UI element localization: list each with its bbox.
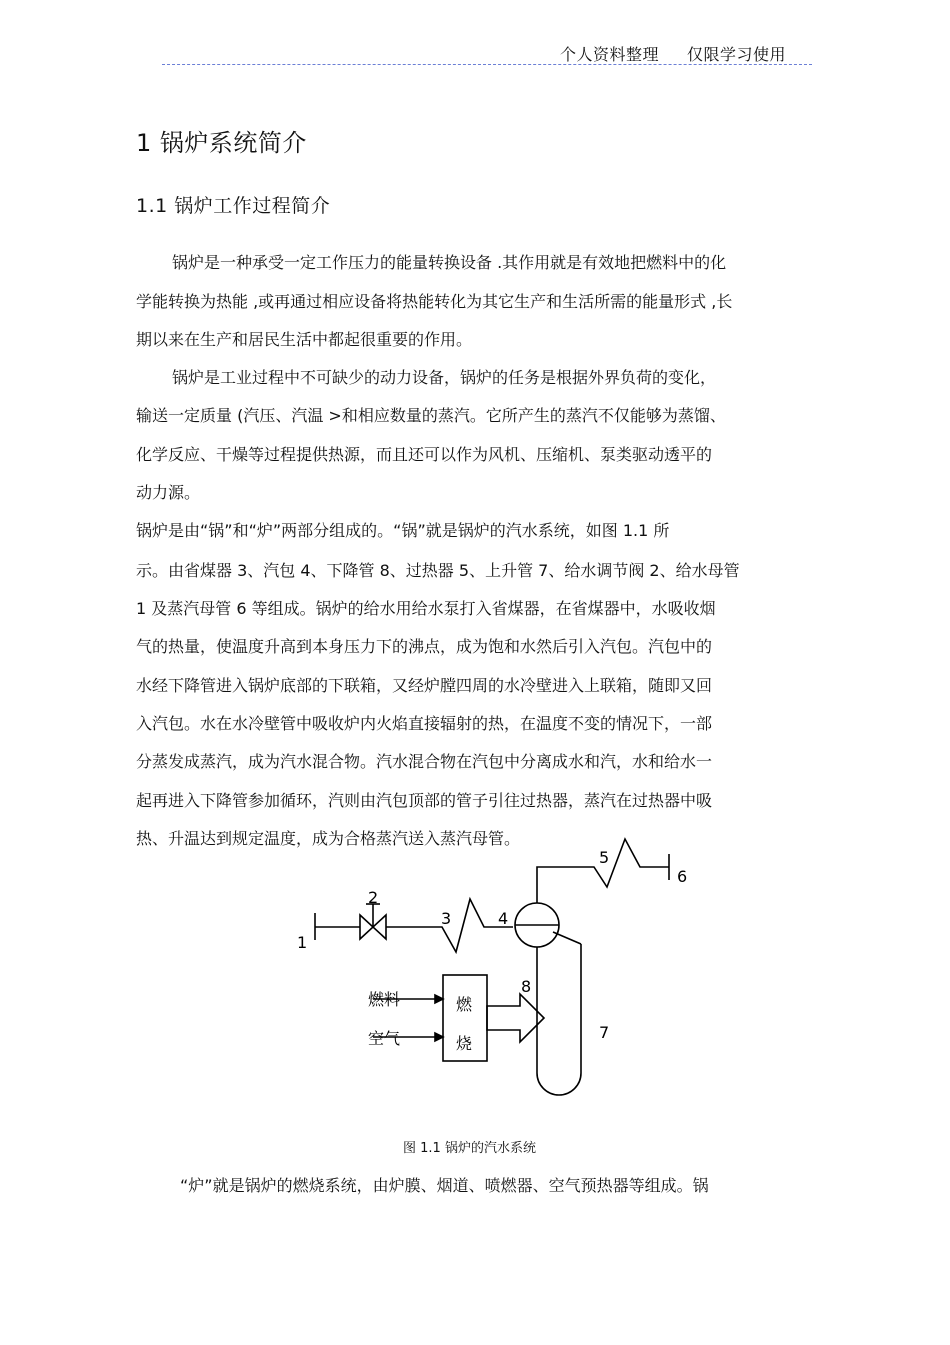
section-heading: 1 锅炉系统简介	[136, 129, 307, 157]
label-2: 2	[368, 888, 379, 907]
body-line: 入汽包。水在水冷壁管中吸收炉内火焰直接辐射的热，在温度不变的情况下，一部	[136, 714, 713, 733]
body-line: 期以来在生产和居民生活中都起很重要的作用。	[136, 330, 473, 349]
label-8: 8	[521, 977, 532, 996]
label-1: 1	[297, 933, 308, 952]
body-line: 气的热量，使温度升高到本身压力下的沸点，成为饱和水然后引入汽包。汽包中的	[136, 637, 713, 656]
body-line: 热、升温达到规定温度，成为合格蒸汽送入蒸汽母管。	[136, 829, 521, 848]
body-line: 起再进入下降管参加循环，汽则由汽包顶部的管子引往过热器，蒸汽在过热器中吸	[136, 791, 713, 810]
heat-flow-arrow	[487, 994, 544, 1042]
header-right-text: 仅限学习使用	[687, 45, 787, 64]
body-line: 锅炉是一种承受一定工作压力的能量转换设备 .其作用就是有效地把燃料中的化	[172, 253, 727, 272]
air-label: 空气	[368, 1029, 401, 1048]
body-line: 示。由省煤器 3、汽包 4、下降管 8、过热器 5、上升管 7、给水调节阀 2、给水母管	[136, 561, 740, 580]
body-line: 锅炉是由“锅”和“炉”两部分组成的。“锅”就是锅炉的汽水系统，如图 1.1 所	[136, 521, 670, 540]
label-3: 3	[441, 909, 452, 928]
label-7: 7	[599, 1023, 610, 1042]
label-4: 4	[498, 909, 509, 928]
body-line: 分蒸发成蒸汽，成为汽水混合物。汽水混合物在汽包中分离成水和汽，水和给水一	[136, 752, 713, 771]
body-line: 动力源。	[136, 483, 201, 502]
combustion-label-bottom: 烧	[456, 1034, 473, 1053]
subsection-heading: 1.1 锅炉工作过程简介	[136, 195, 331, 217]
body-line: 1 及蒸汽母管 6 等组成。锅炉的给水用给水泵打入省煤器，在省煤器中，水吸收烟	[136, 599, 716, 618]
bottom-header-bend	[537, 1073, 581, 1095]
figure-caption: 图 1.1 锅炉的汽水系统	[403, 1141, 536, 1156]
label-6: 6	[677, 867, 688, 886]
body-line: 锅炉是工业过程中不可缺少的动力设备，锅炉的任务是根据外界负荷的变化，	[172, 368, 717, 387]
fuel-label: 燃料	[368, 990, 401, 1009]
body-line: 水经下降管进入锅炉底部的下联箱，又经炉膛四周的水冷壁进入上联箱，随即又回	[136, 676, 713, 695]
fuel-arrowhead	[435, 995, 443, 1003]
label-5: 5	[599, 848, 610, 867]
riser-connection	[553, 932, 581, 944]
body-line-last: “炉”就是锅炉的燃烧系统，由炉膜、烟道、喷燃器、空气预热器等组成。锅	[180, 1176, 709, 1195]
air-arrowhead	[435, 1033, 443, 1041]
body-line: 学能转换为热能 ,或再通过相应设备将热能转化为其它生产和生活所需的能量形式 ,长	[136, 292, 733, 311]
header-left-text: 个人资料整理	[560, 45, 660, 64]
body-line: 化学反应、干燥等过程提供热源，而且还可以作为风机、压缩机、泵类驱动透平的	[136, 445, 713, 464]
combustion-label-top: 燃	[456, 995, 473, 1014]
body-line: 输送一定质量 (汽压、汽温 >和相应数量的蒸汽。它所产生的蒸汽不仅能够为蒸馏、	[136, 406, 726, 425]
